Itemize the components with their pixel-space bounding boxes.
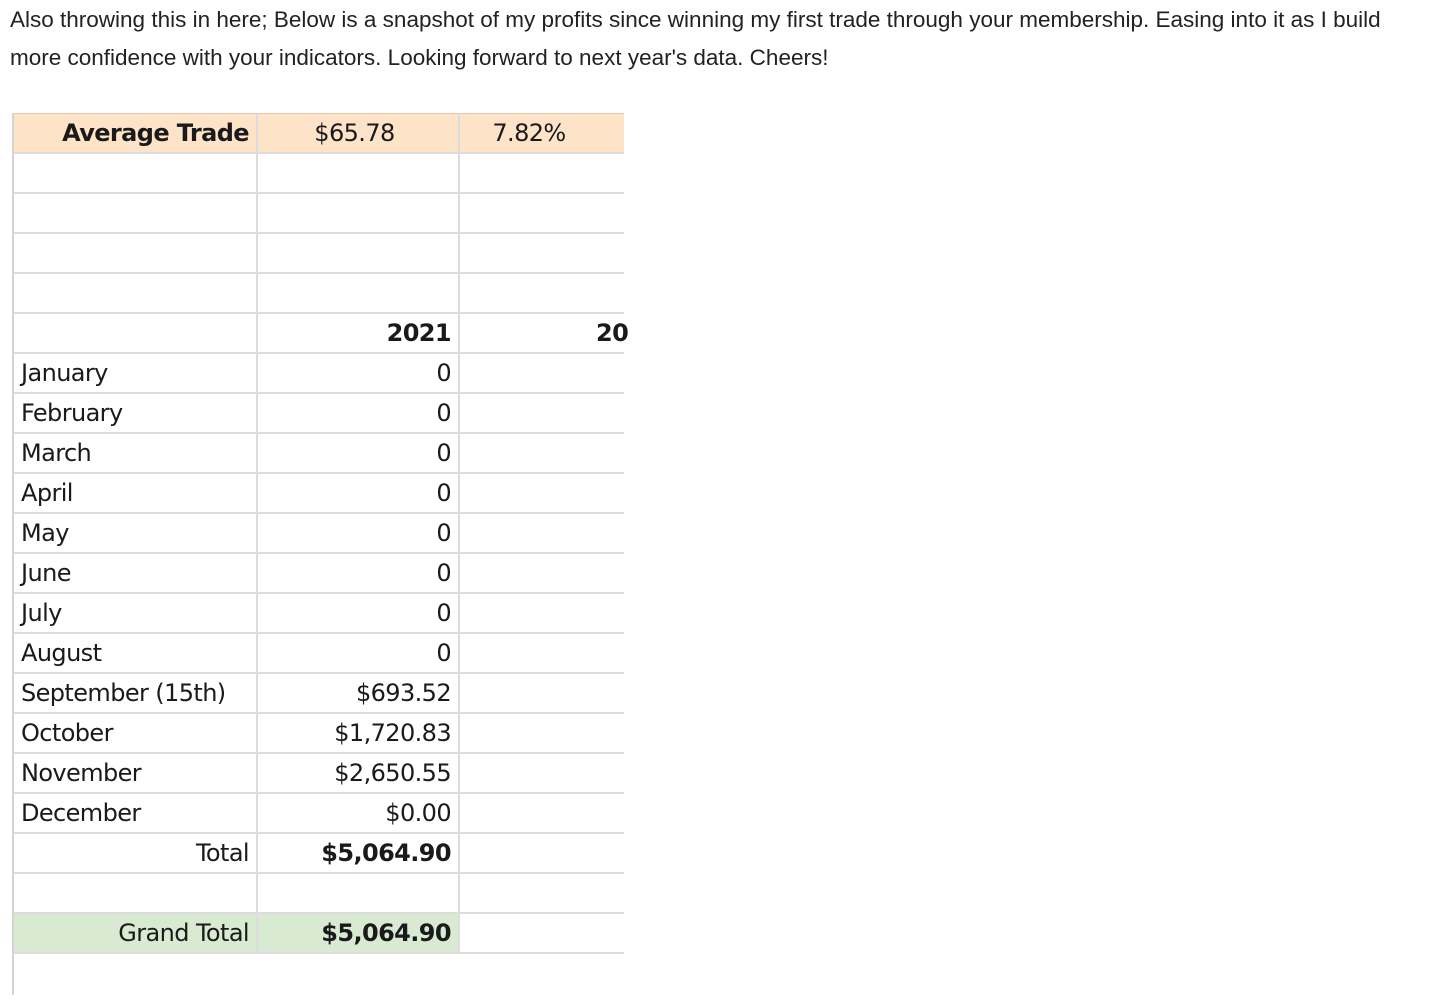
empty-row	[14, 274, 624, 314]
month-row-november	[14, 754, 624, 794]
intro-paragraph: Also throwing this in here; Below is a snapshot of my profits since winning my first trade through your membership. Easing into it as I build more confidence with your indicators. Looking forward to next year's data. Cheers!	[10, 7, 1381, 70]
total-value: $5,064.90	[258, 834, 460, 872]
average-trade-percent: 7.82%	[460, 114, 624, 152]
total-label: Total	[14, 834, 258, 872]
month-value: 0	[258, 474, 460, 512]
month-value: 0	[258, 514, 460, 552]
grand-total-row	[14, 914, 624, 954]
month-row-may	[14, 514, 624, 554]
average-trade-row	[14, 113, 624, 154]
month-row-april	[14, 474, 624, 514]
month-label: November	[14, 754, 258, 792]
average-trade-amount: $65.78	[258, 114, 460, 152]
month-label: March	[14, 434, 258, 472]
empty-row	[14, 194, 624, 234]
month-label: January	[14, 354, 258, 392]
month-row-july	[14, 594, 624, 634]
month-row-june	[14, 554, 624, 594]
empty-row	[14, 234, 624, 274]
month-value: $2,650.55	[258, 754, 460, 792]
month-value: 0	[258, 554, 460, 592]
year-header-2021: 2021	[258, 314, 460, 352]
month-value: 0	[258, 434, 460, 472]
grand-total-value: $5,064.90	[258, 914, 460, 952]
month-label: August	[14, 634, 258, 672]
month-value: 0	[258, 634, 460, 672]
month-value: 0	[258, 394, 460, 432]
profit-spreadsheet	[12, 113, 629, 995]
month-row-october	[14, 714, 624, 754]
month-row-february	[14, 394, 624, 434]
month-value: $1,720.83	[258, 714, 460, 752]
month-value: $0.00	[258, 794, 460, 832]
month-row-december	[14, 794, 624, 834]
month-label: December	[14, 794, 258, 832]
empty-row	[14, 154, 624, 194]
month-value: $693.52	[258, 674, 460, 712]
month-label: May	[14, 514, 258, 552]
month-row-january	[14, 354, 624, 394]
month-label: October	[14, 714, 258, 752]
month-row-march	[14, 434, 624, 474]
month-label: February	[14, 394, 258, 432]
year-header-next	[460, 314, 629, 352]
month-label: April	[14, 474, 258, 512]
month-value: 0	[258, 354, 460, 392]
empty-row	[14, 874, 624, 914]
month-row-august	[14, 634, 624, 674]
year-header-row	[14, 314, 629, 354]
month-row-september	[14, 674, 624, 714]
month-label: September (15th)	[14, 674, 258, 712]
total-row	[14, 834, 624, 874]
year-header-next-text: 20	[596, 319, 629, 347]
grand-total-label: Grand Total	[14, 914, 258, 952]
average-trade-label: Average Trade	[14, 114, 258, 152]
month-label: July	[14, 594, 258, 632]
month-label: June	[14, 554, 258, 592]
month-value: 0	[258, 594, 460, 632]
